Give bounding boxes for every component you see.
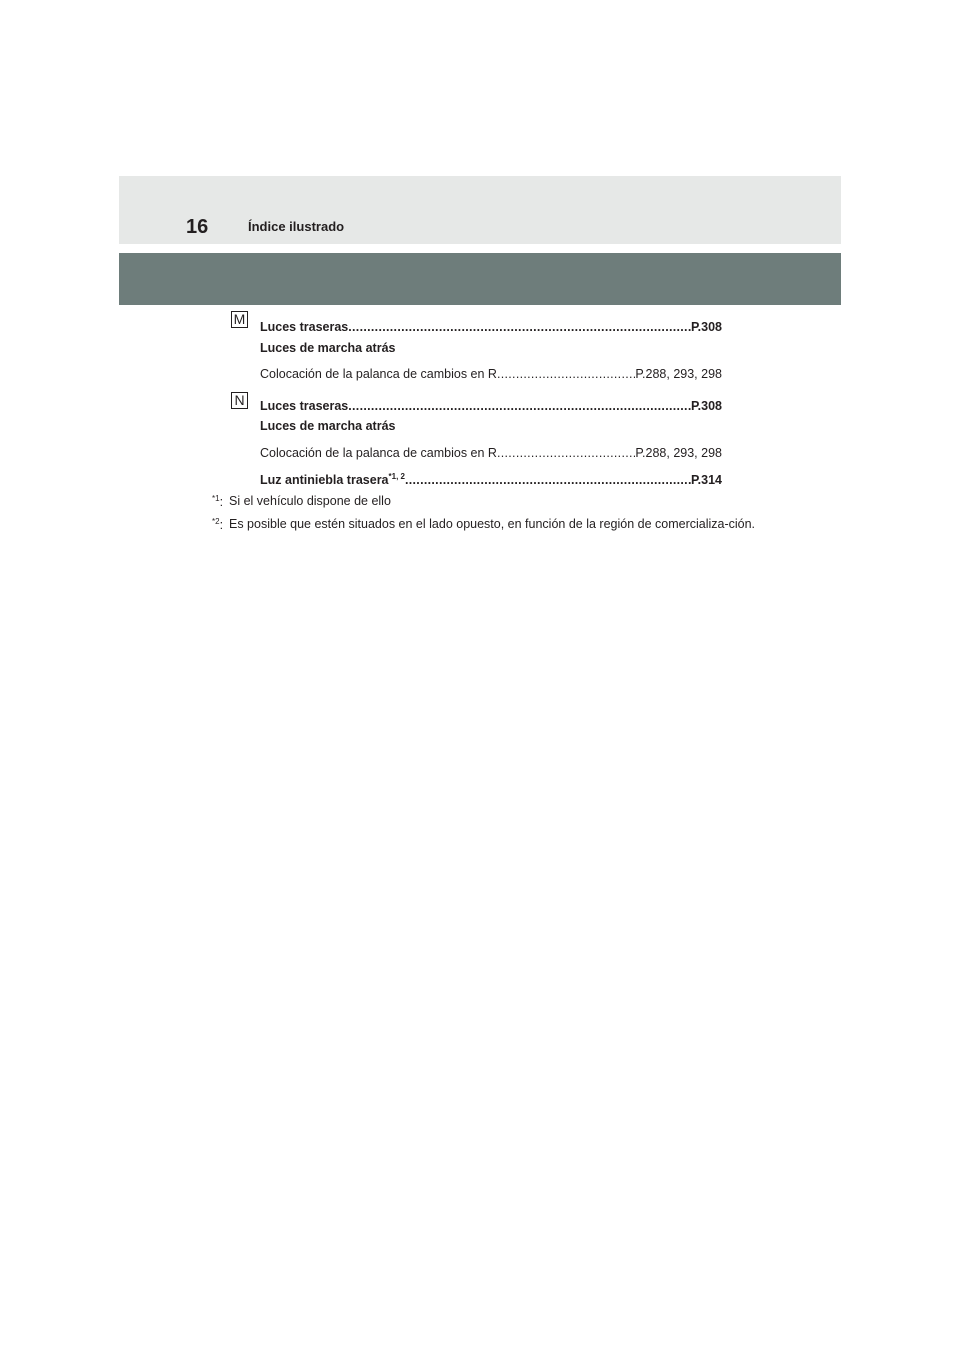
entry-luz-antiniebla[interactable]: [260, 472, 722, 488]
entry-label: Luces traseras: [260, 320, 349, 334]
dot-leader: [405, 472, 691, 488]
footnote-mark-1: $^{*1}$:: [212, 494, 224, 509]
page-ref[interactable]: P.288, 293, 298: [635, 367, 722, 381]
entry-label: Colocación de la palanca de cambios en R: [260, 446, 497, 460]
page-number: 16: [186, 216, 209, 238]
dot-leader: [348, 398, 691, 414]
page-ref[interactable]: P.308: [690, 320, 722, 334]
marker-m: M: [231, 311, 248, 328]
dot-leader: [497, 366, 635, 382]
dot-leader: [348, 319, 691, 335]
footnote-text-2: Es posible que estén situados en el lado opuesto, en función de la región de comercializa-ción.: [229, 517, 756, 531]
entry-palanca-n[interactable]: [260, 445, 722, 461]
page-ref[interactable]: P.288, 293, 298: [635, 446, 722, 460]
section-title: Índice ilustrado: [248, 219, 345, 234]
subheading-luces-marcha-atras-n: Luces de marcha atrás: [260, 419, 396, 433]
entry-palanca-m[interactable]: [260, 366, 722, 382]
entry-luces-traseras-n[interactable]: [260, 398, 722, 414]
header-band: [119, 176, 841, 244]
illustration-band: [119, 253, 841, 305]
entry-label: Luz antiniebla trasera$^{*1, 2}$: [260, 472, 405, 487]
entry-label: Colocación de la palanca de cambios en R: [260, 367, 497, 381]
entry-label: Luces traseras: [260, 399, 349, 413]
page-ref[interactable]: P.314: [690, 473, 722, 487]
footnote-mark-2: $^{*2}$:: [212, 517, 224, 532]
footnote-text-1: Si el vehículo dispone de ello: [229, 494, 391, 508]
footnote-ref: *1, 2: [388, 472, 405, 481]
marker-n: N: [231, 392, 248, 409]
entry-luces-traseras-m[interactable]: [260, 319, 722, 335]
page-ref[interactable]: P.308: [690, 399, 722, 413]
dot-leader: [497, 445, 635, 461]
subheading-luces-marcha-atras-m: Luces de marcha atrás: [260, 341, 396, 355]
